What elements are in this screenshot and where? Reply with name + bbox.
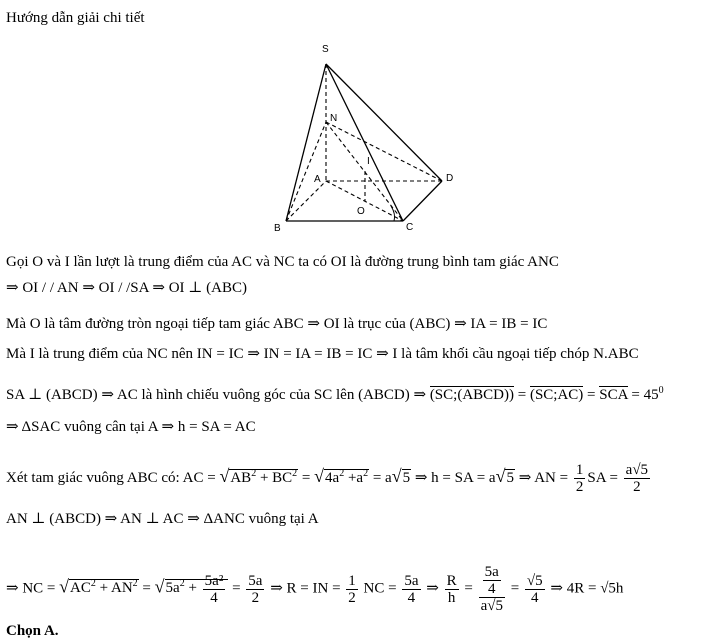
label-C: C: [406, 222, 414, 233]
text-line-8: AN ⊥ (ABCD) ⇒ AN ⊥ AC ⇒ ΔANC vuông tại A: [6, 511, 319, 527]
label-N: N: [330, 113, 338, 124]
edge-SB: [286, 64, 326, 221]
label-A: A: [314, 174, 321, 185]
label-D: D: [446, 173, 454, 184]
edge-ND: [326, 122, 442, 181]
label-O: O: [357, 206, 365, 217]
text-line-5: SA ⊥ (ABCD) ⇒ AC là hình chiếu vuông góc của SC lên (ABCD) ⇒ (SC;(ABCD)) = (SC;AC) = SCA = $45^0$: [6, 385, 664, 403]
text-line-4: Mà I là trung điểm của NC nên IN = IC ⇒ IN = IA = IB = IC ⇒ I là tâm khối cầu ngoại tiếp chóp N.ABC: [6, 346, 639, 362]
heading: Hướng dẫn giải chi tiết: [6, 10, 145, 26]
text-line-3: Mà O là tâm đường tròn ngoại tiếp tam giác ABC ⇒ OI là trục của (ABC) ⇒ IA = IB = IC: [6, 316, 548, 332]
label-B: B: [274, 223, 281, 234]
text-line-1: Gọi O và I lần lượt là trung điểm của AC và NC ta có OI là đường trung bình tam giác ANC: [6, 254, 559, 270]
edge-CD: [403, 181, 442, 221]
label-S: S: [322, 44, 329, 55]
text-line-9: ⇒ NC = $√AC^2 + AN^2 = √5a^2$ + $\frac{\text{5a²}}{4}$ = $\frac{5a}{2}$ ⇒ R = IN = $\frac{1}{2}$ NC = $\frac{5a}{4}$ ⇒ $\frac{R}{h}$ = $\frac{\frac{5a}{4}}{a√5}$ = $\frac{√5}{4}$ ⇒ 4R = √5h: [6, 564, 624, 614]
label-I: I: [367, 156, 370, 167]
edge-SD: [326, 64, 442, 181]
answer: Chọn A.: [6, 623, 59, 639]
pyramid-figure: [270, 38, 470, 238]
angle-mark: [391, 206, 395, 221]
text-line-7: Xét tam giác vuông ABC có: AC = $√AB^2 + BC^2 = √4a^2 +a^2 = a√5$ ⇒ h = SA = a√5 ⇒ AN = $\frac{1}{2}$ SA = $\frac{a√5}{2}$: [6, 462, 649, 495]
edge-BN: [286, 122, 326, 221]
text-line-6: ⇒ ΔSAC vuông cân tại A ⇒ h = SA = AC: [6, 419, 256, 435]
text-line-2: ⇒ OI / / AN ⇒ OI / /SA ⇒ OI ⊥ (ABC): [6, 280, 247, 296]
edge-SC: [326, 64, 403, 221]
edge-BA: [286, 181, 326, 221]
